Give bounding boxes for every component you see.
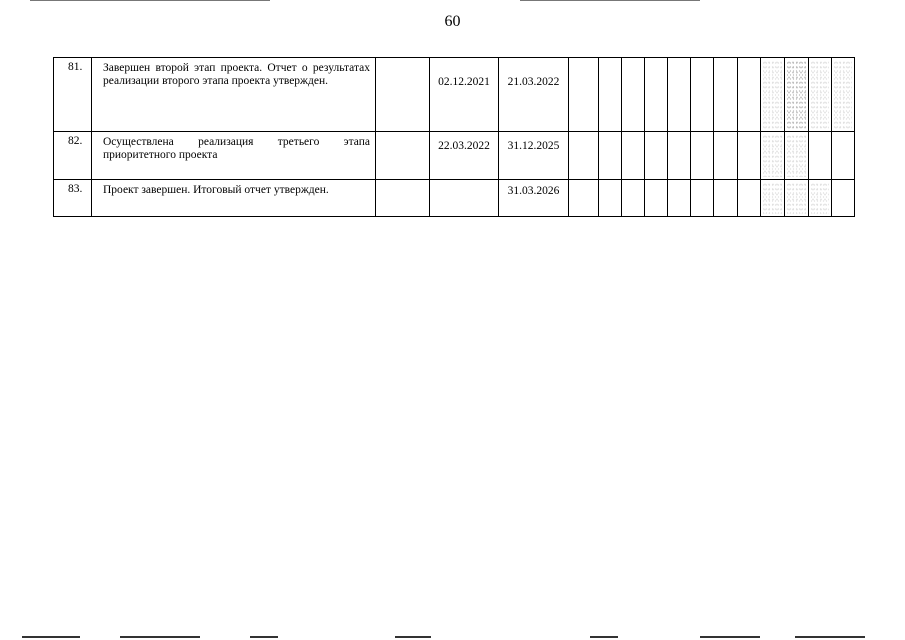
timeline-cell: [569, 58, 599, 132]
timeline-cell: [668, 132, 691, 180]
row-start-date: 02.12.2021: [430, 58, 499, 132]
row-responsible: [376, 58, 430, 132]
table-row: [54, 180, 878, 217]
timeline-cell: [645, 58, 668, 132]
timeline-cell: [738, 58, 761, 132]
timeline-cell: [599, 58, 622, 132]
scan-edge-bottom: [250, 636, 278, 638]
timeline-cell: [569, 132, 599, 180]
timeline-cell: [809, 132, 832, 180]
scan-edge-bottom: [700, 636, 760, 638]
row-description: Осуществлена реализация третьего этапа приоритетного проекта: [92, 132, 376, 180]
timeline-cell: [668, 180, 691, 217]
timeline-cell-marked: [785, 132, 809, 180]
timeline-cell: [668, 58, 691, 132]
timeline-cell: [622, 180, 645, 217]
row-end-date: 31.03.2026: [499, 180, 569, 217]
timeline-cell: [832, 132, 855, 180]
scan-edge-top: [520, 0, 700, 1]
row-number: 83.: [54, 180, 92, 217]
row-end-date: 31.12.2025: [499, 132, 569, 180]
project-schedule-table: [53, 57, 878, 217]
timeline-cell: [622, 58, 645, 132]
timeline-cell-marked: [832, 58, 855, 132]
scan-edge-bottom: [395, 636, 431, 638]
timeline-cell-marked: [761, 180, 785, 217]
scan-edge-bottom: [22, 636, 80, 638]
timeline-cell-marked: [761, 58, 785, 132]
scan-edge-top: [30, 0, 270, 1]
timeline-cell: [714, 180, 738, 217]
page-number: 60: [444, 13, 461, 30]
scan-edge-bottom: [120, 636, 200, 638]
table-row: [54, 132, 878, 180]
scan-edge-bottom: [795, 636, 865, 638]
timeline-cell: [714, 58, 738, 132]
row-number: 81.: [54, 58, 92, 132]
timeline-cell-marked: [761, 132, 785, 180]
timeline-cell: [599, 180, 622, 217]
timeline-cell: [691, 180, 714, 217]
timeline-cell: [738, 180, 761, 217]
timeline-cell: [645, 180, 668, 217]
timeline-cell: [622, 132, 645, 180]
timeline-cell: [691, 132, 714, 180]
timeline-cell-marked: [809, 180, 832, 217]
timeline-cell-marked: [809, 58, 832, 132]
timeline-cell: [738, 132, 761, 180]
timeline-cell-marked: [785, 58, 809, 132]
row-end-date: 21.03.2022: [499, 58, 569, 132]
row-number: 82.: [54, 132, 92, 180]
timeline-cell: [645, 132, 668, 180]
timeline-cell: [832, 180, 855, 217]
row-description: Завершен второй этап проекта. Отчет о результатах реализации второго этапа проекта утвержден.: [92, 58, 376, 132]
timeline-cell: [714, 132, 738, 180]
timeline-cell: [691, 58, 714, 132]
row-description: Проект завершен. Итоговый отчет утвержден.: [92, 180, 376, 217]
scan-edge-bottom: [590, 636, 618, 638]
timeline-cell: [599, 132, 622, 180]
table-row: [54, 58, 878, 132]
row-responsible: [376, 132, 430, 180]
timeline-cell-marked: [785, 180, 809, 217]
timeline-cell: [569, 180, 599, 217]
row-start-date: [430, 180, 499, 217]
row-start-date: 22.03.2022: [430, 132, 499, 180]
row-responsible: [376, 180, 430, 217]
